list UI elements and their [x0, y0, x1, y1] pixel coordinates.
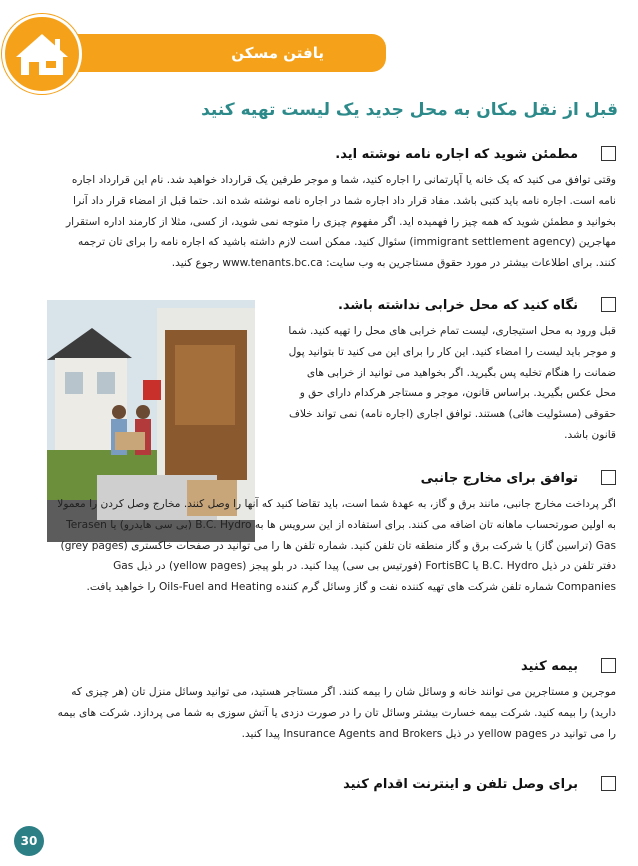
page-heading: قبل از نقل مکان به محل جدید یک لیست تهیه کنید: [201, 100, 618, 120]
section-body: قبل ورود به محل استیجاری، لیست تمام خرابی های محل را تهیه کنید. شما و موجر باید لیست را امضاء کنید. این کار را برای این می کنید تا بتوانید پول ضمانت را هنگام تخلیه پس بگیرید. اگر بخواهید می توانید از خرابی های محل عکس بگیرید. براساس قانون، موجر و مستاجر هرکدام دارای حق و حقوقی (مسئولیت هائی) هستند. توافق اجاری (اجاره نامه) نمی تواند خلاف قانون باشد.: [288, 325, 616, 441]
section-body: اگر پرداخت مخارج جانبی، مانند برق و گاز، به عهدهٔ شما است، باید تقاضا کنید که آنها را وصل کنند. مخارج وصل کردن را معمولا به اولین صورتحساب ماهانه تان اضافه می کنند. برای استفاده از این سرویس ها به B.C. Hydro (بی سی هایدرو) یا Terasen Gas (تراسین گاز) یا شرکت برق و گاز منطقه تان تلفن کنید. شماره تلفن ها را می توانید در صفحات خاکستری (grey pages) دفتر تلفن در ذیل B.C. Hydro یا FortisBC (فورتیس بی سی) پیدا کنید. در بلو پیجز (yellow pages) در ذیل Gas Companies شماره تلفن شرکت های تهیه کننده نفت و گاز وسائل گرم کننده Oils-Fuel and Heating را خواهید یافت.: [57, 498, 616, 594]
section-title: بیمه کنید: [521, 659, 578, 674]
section-title: مطمئن شوید که اجاره نامه نوشته اید.: [335, 147, 578, 162]
section-title: نگاه کنید که محل خرابی نداشته باشد.: [337, 298, 578, 313]
section-lease: [56, 147, 616, 274]
section-phone-internet: [56, 777, 616, 800]
section-damage: [286, 298, 616, 446]
header-banner: [36, 34, 386, 72]
section-body: موجرین و مستاجرین می توانند خانه و وسائل شان را بیمه کنند. اگر مستاجر هستید، می توانید وسائل منزل تان (هر چیزی که دارید) را بیمه کنید. شرکت بیمه خسارت بیشتر وسائل تان را در صورت دزدی یا آتش سوزی به شما می پردازد. شرکت های بیمه را می توانید در yellow pages در ذیل Insurance Agents and Brokers پیدا کنید.: [57, 686, 616, 740]
section-utilities: [56, 471, 616, 598]
section-body: وقتی توافق می کنید که یک خانه یا آپارتمانی را اجاره کنید، شما و موجر طرفین یک قرارداد خواهید شد. نام این قرارداد اجاره نامه است. اجاره نامه باید کتبی باشد. مفاد قرار داد اجاره شما در اجاره نامه نوشته شده اند. حتما قبل از امضاء قرار داد آنرا بخوانید و مطمئن شوید که همه چیز را فهمیده اید. اگر مفهوم چیزی را متوجه نمی شوید، از کسی، مثلا از کارمند اداره استقرار مهاجرین (immigrant settlement agency) سئوال کنید. ممکن است لازم داشته باشید که اجاره نامه را برای تان ترجمه کنند. برای اطلاعات بیشتر در مورد حقوق مستاجرین به وب سایت: www.tenants.bc.ca رجوع کنید.: [66, 174, 616, 270]
section-insurance: [56, 659, 616, 744]
section-title: توافق برای مخارج جانبی: [420, 471, 578, 486]
section-title: برای وصل تلفن و اینترنت اقدام کنید: [343, 777, 578, 792]
page-number: 30: [14, 826, 44, 856]
house-icon: [2, 14, 82, 94]
header-title: یافتن مسکن: [231, 44, 324, 62]
